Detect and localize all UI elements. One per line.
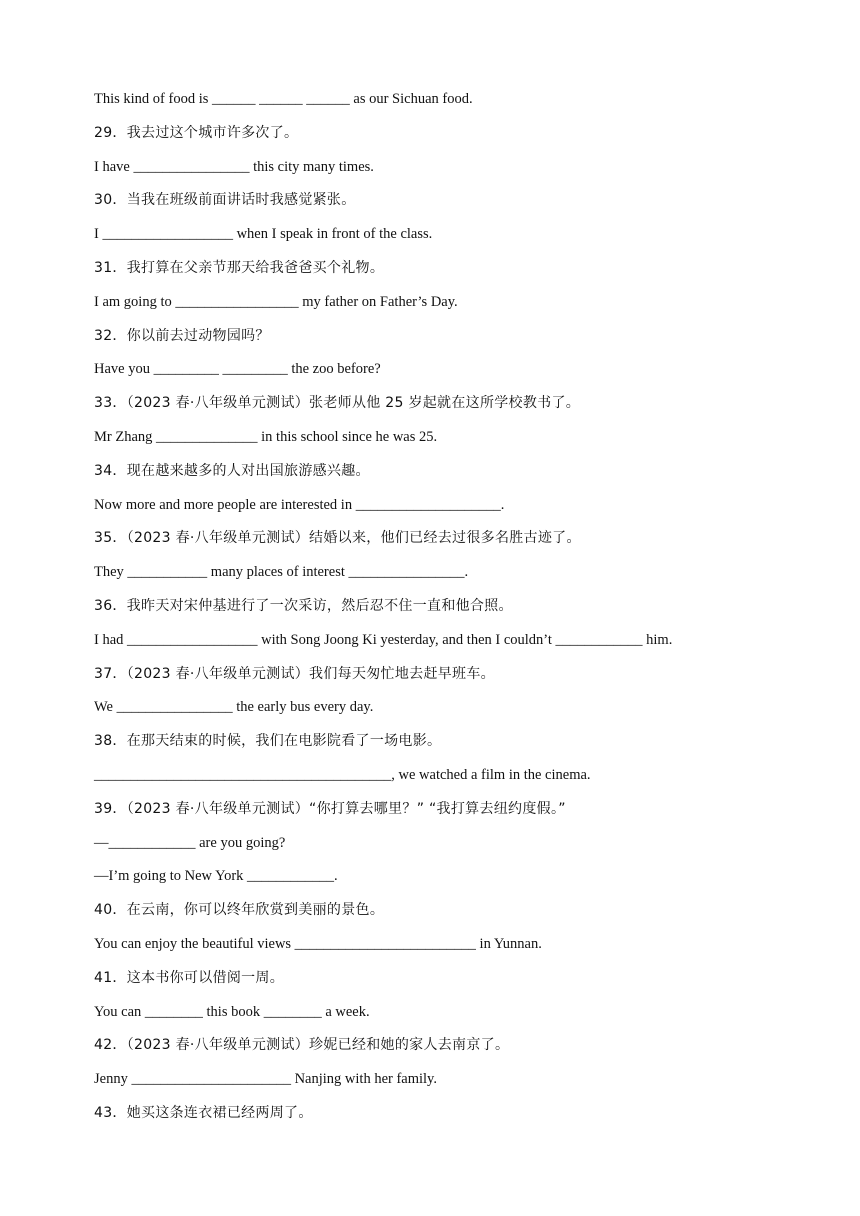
question-prompt: 40．在云南，你可以终年欣赏到美丽的景色。	[94, 902, 385, 919]
answer-sentence: They ___________ many places of interest ________________.	[94, 564, 469, 581]
answer-sentence: You can ________ this book ________ a week.	[94, 1003, 370, 1020]
answer-sentence: Have you _________ _________ the zoo before?	[94, 361, 381, 378]
question-prompt: 31．我打算在父亲节那天给我爸爸买个礼物。	[94, 259, 385, 276]
question-prompt: 37．（2023 春·八年级单元测试）我们每天匆忙地去赶早班车。	[94, 665, 495, 682]
question-prompt: 33．（2023 春·八年级单元测试）张老师从他 25 岁起就在这所学校教书了。	[94, 395, 581, 412]
question-prompt: 39．（2023 春·八年级单元测试）“你打算去哪里？” “我打算去纽约度假。”	[94, 800, 566, 817]
exercise-list	[94, 88, 814, 1136]
question-prompt: 34．现在越来越多的人对出国旅游感兴趣。	[94, 462, 370, 479]
answer-sentence: Mr Zhang ______________ in this school since he was 25.	[94, 428, 438, 445]
question-prompt: 42．（2023 春·八年级单元测试）珍妮已经和她的家人去南京了。	[94, 1037, 510, 1054]
question-prompt: 29．我去过这个城市许多次了。	[94, 124, 299, 141]
question-prompt: 43．她买这条连衣裙已经两周了。	[94, 1104, 313, 1121]
answer-sentence: _________________________________________, we watched a film in the cinema.	[94, 766, 591, 783]
answer-sentence: —I’m going to New York ____________.	[94, 868, 338, 885]
answer-sentence: Jenny ______________________ Nanjing with her family.	[94, 1071, 437, 1088]
answer-sentence: I __________________ when I speak in front of the class.	[94, 226, 433, 243]
answer-sentence: We ________________ the early bus every day.	[94, 699, 374, 716]
question-prompt: 35．（2023 春·八年级单元测试）结婚以来，他们已经去过很多名胜古迹了。	[94, 530, 581, 547]
answer-sentence: I have ________________ this city many times.	[94, 158, 374, 175]
question-prompt: 41．这本书你可以借阅一周。	[94, 969, 285, 986]
answer-sentence: You can enjoy the beautiful views _________________________ in Yunnan.	[94, 935, 542, 952]
answer-sentence: I am going to _________________ my father on Father’s Day.	[94, 293, 458, 310]
answer-sentence: Now more and more people are interested in ____________________.	[94, 496, 505, 513]
answer-sentence: I had __________________ with Song Joong Ki yesterday, and then I couldn’t ____________ him.	[94, 631, 673, 648]
question-prompt: 38．在那天结束的时候，我们在电影院看了一场电影。	[94, 733, 442, 750]
question-prompt: 30．当我在班级前面讲话时我感觉紧张。	[94, 192, 356, 209]
answer-sentence: This kind of food is ______ ______ ______ as our Sichuan food.	[94, 91, 473, 107]
answer-sentence: —____________ are you going?	[94, 834, 286, 851]
question-prompt: 32．你以前去过动物园吗？	[94, 327, 270, 344]
question-prompt: 36．我昨天对宋仲基进行了一次采访，然后忍不住一直和他合照。	[94, 597, 513, 614]
